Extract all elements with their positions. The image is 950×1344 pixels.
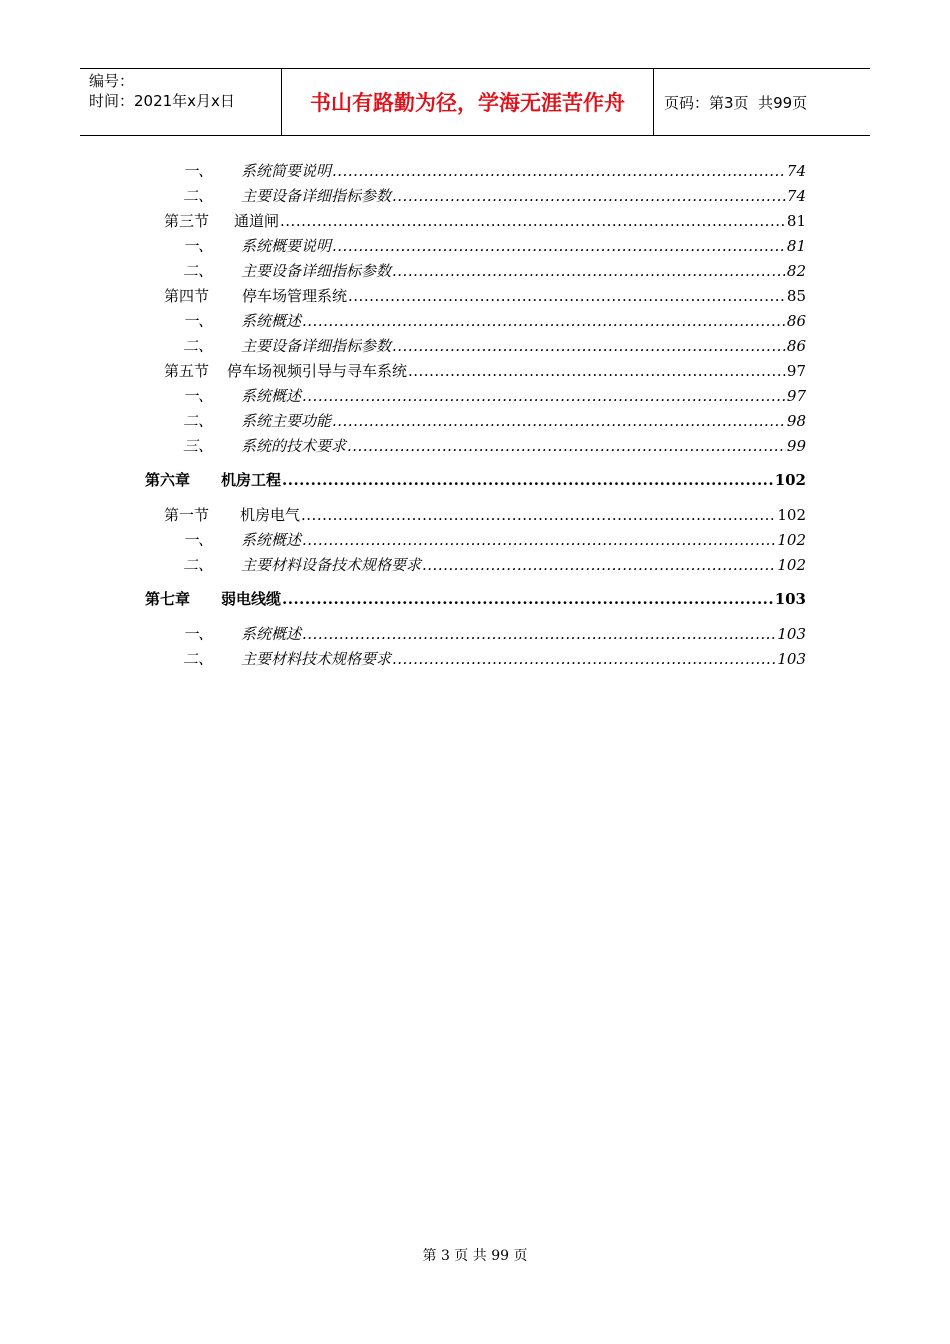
toc-page-number: 102 — [774, 471, 806, 489]
toc-item-row[interactable] — [183, 649, 806, 669]
toc-number: 二、 — [183, 650, 214, 668]
toc-page-number: 82 — [786, 262, 806, 280]
toc-title: 系统概述 — [241, 387, 302, 405]
toc-title: 主要设备详细指标参数 — [241, 187, 392, 205]
toc-leader-dots — [302, 311, 786, 331]
toc-title: 系统的技术要求 — [241, 437, 347, 455]
toc-page-number: 85 — [786, 287, 806, 305]
toc-page-number: 102 — [777, 556, 806, 574]
toc-leader-dots — [408, 361, 786, 381]
toc-chapter-row[interactable] — [145, 470, 806, 490]
toc-number: 第一节 — [164, 506, 210, 524]
toc-item-row[interactable] — [183, 311, 806, 331]
toc-title: 系统概述 — [241, 312, 302, 330]
toc-page-number: 74 — [786, 187, 806, 205]
toc-title: 系统概要说明 — [241, 237, 332, 255]
toc-number: 第五节 — [164, 362, 210, 380]
toc-leader-dots — [392, 261, 786, 281]
toc-leader-dots — [302, 624, 776, 644]
toc-leader-dots — [282, 470, 774, 490]
toc-title: 通道闸 — [234, 212, 280, 230]
header-page-info: 页码：第3页 共99页 — [664, 93, 808, 112]
toc-leader-dots — [301, 505, 776, 525]
toc-title: 主要设备详细指标参数 — [241, 337, 392, 355]
toc-page-number: 103 — [777, 650, 806, 668]
toc-number: 第四节 — [164, 287, 210, 305]
toc-number: 二、 — [183, 187, 214, 205]
toc-number: 二、 — [183, 556, 214, 574]
toc-number: 一、 — [183, 312, 214, 330]
toc-page-number: 102 — [777, 531, 806, 549]
toc-item-row[interactable] — [183, 261, 806, 281]
toc-section-row[interactable] — [164, 505, 806, 525]
toc-title: 停车场管理系统 — [242, 287, 348, 305]
toc-chapter-row[interactable] — [145, 589, 806, 609]
toc-title: 主要材料技术规格要求 — [241, 650, 392, 668]
toc-number: 二、 — [183, 337, 214, 355]
toc-title: 机房工程 — [221, 471, 282, 489]
toc-number: 第三节 — [164, 212, 210, 230]
toc-page-number: 74 — [786, 162, 806, 180]
toc-leader-dots — [347, 436, 786, 456]
toc-page-number: 98 — [786, 412, 806, 430]
toc-number: 二、 — [183, 262, 214, 280]
toc-leader-dots — [332, 236, 786, 256]
toc-page-number: 103 — [777, 625, 806, 643]
toc-title: 系统主要功能 — [241, 412, 332, 430]
toc-item-row[interactable] — [183, 186, 806, 206]
toc-leader-dots — [332, 411, 786, 431]
toc-item-row[interactable] — [183, 161, 806, 181]
toc-leader-dots — [282, 589, 774, 609]
toc-leader-dots — [348, 286, 786, 306]
page-footer: 第 3 页 共 99 页 — [422, 1248, 528, 1264]
toc-page-number: 81 — [786, 237, 806, 255]
toc-page-number: 99 — [786, 437, 806, 455]
toc-leader-dots — [302, 386, 786, 406]
toc-number: 一、 — [183, 237, 214, 255]
document-date: 时间：2021年x月x日 — [89, 92, 235, 110]
toc-section-row[interactable] — [164, 286, 806, 306]
toc-title: 停车场视频引导与寻车系统 — [227, 362, 408, 380]
toc-item-row[interactable] — [183, 336, 806, 356]
toc-leader-dots — [392, 186, 786, 206]
toc-number: 第六章 — [145, 471, 191, 489]
toc-item-row[interactable] — [183, 436, 806, 456]
toc-item-row[interactable] — [183, 555, 806, 575]
toc-leader-dots — [422, 555, 776, 575]
toc-page-number: 81 — [786, 212, 806, 230]
header-meta — [80, 69, 281, 135]
toc-number: 一、 — [183, 162, 214, 180]
toc-leader-dots — [392, 649, 776, 669]
toc-number: 一、 — [183, 387, 214, 405]
toc-item-row[interactable] — [183, 386, 806, 406]
toc-page-number: 97 — [786, 387, 806, 405]
toc-page-number: 103 — [774, 590, 806, 608]
toc-number: 三、 — [183, 437, 214, 455]
header-motto: 书山有路勤为径，学海无涯苦作舟 — [281, 69, 654, 135]
toc-number: 第七章 — [145, 590, 191, 608]
toc-title: 主要设备详细指标参数 — [241, 262, 392, 280]
toc-item-row[interactable] — [183, 411, 806, 431]
toc-title: 系统简要说明 — [241, 162, 332, 180]
toc-leader-dots — [392, 336, 786, 356]
toc-title: 系统概述 — [241, 625, 302, 643]
toc-leader-dots — [280, 211, 786, 231]
toc-page-number: 86 — [786, 337, 806, 355]
toc-title: 系统概述 — [241, 531, 302, 549]
toc-number: 一、 — [183, 531, 214, 549]
toc-item-row[interactable] — [183, 624, 806, 644]
page-header — [80, 68, 870, 136]
toc-page-number: 97 — [786, 362, 806, 380]
toc-page-number: 86 — [786, 312, 806, 330]
toc-leader-dots — [332, 161, 786, 181]
toc-title: 主要材料设备技术规格要求 — [241, 556, 422, 574]
toc-number: 一、 — [183, 625, 214, 643]
toc-page-number: 102 — [777, 506, 806, 524]
toc-section-row[interactable] — [164, 361, 806, 381]
toc-item-row[interactable] — [183, 236, 806, 256]
toc-section-row[interactable] — [164, 211, 806, 231]
toc-leader-dots — [302, 530, 776, 550]
toc-title: 机房电气 — [240, 506, 301, 524]
document-number-label: 编号： — [89, 72, 135, 90]
toc-item-row[interactable] — [183, 530, 806, 550]
toc-title: 弱电线缆 — [221, 590, 282, 608]
toc-number: 二、 — [183, 412, 214, 430]
